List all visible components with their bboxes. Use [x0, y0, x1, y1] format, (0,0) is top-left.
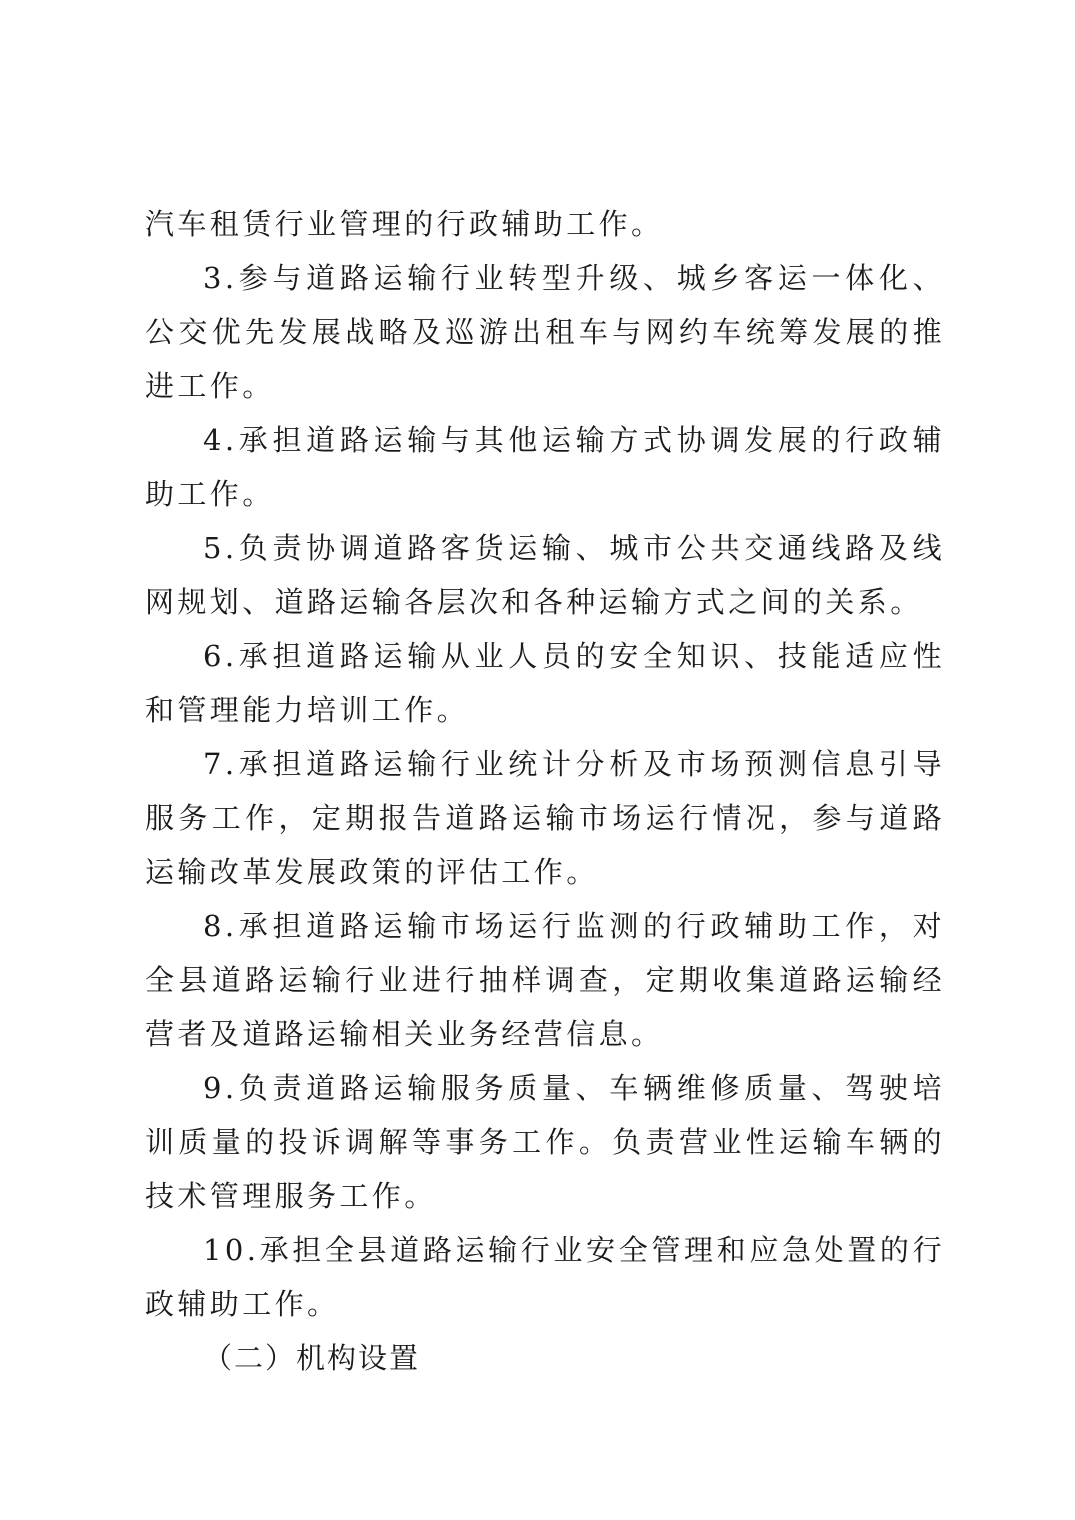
paragraph-item-9: 9.负责道路运输服务质量、车辆维修质量、驾驶培训质量的投诉调解等事务工作。负责营业性运输车辆的技术管理服务工作。 — [145, 1071, 945, 1213]
paragraph-item-4: 4.承担道路运输与其他运输方式协调发展的行政辅助工作。 — [145, 423, 945, 511]
paragraph-item-6: 6.承担道路运输从业人员的安全知识、技能适应性和管理能力培训工作。 — [145, 639, 945, 727]
paragraph-continuation: 汽车租赁行业管理的行政辅助工作。 — [145, 207, 664, 241]
paragraph-item-7: 7.承担道路运输行业统计分析及市场预测信息引导服务工作，定期报告道路运输市场运行情况，参与道路运输改革发展政策的评估工作。 — [145, 747, 945, 889]
paragraph-item-8: 8.承担道路运输市场运行监测的行政辅助工作，对全县道路运输行业进行抽样调查，定期收集道路运输经营者及道路运输相关业务经营信息。 — [145, 909, 945, 1051]
paragraph-item-10: 10.承担全县道路运输行业安全管理和应急处置的行政辅助工作。 — [145, 1233, 945, 1321]
paragraph-item-3: 3.参与道路运输行业转型升级、城乡客运一体化、公交优先发展战略及巡游出租车与网约车统筹发展的推进工作。 — [145, 261, 945, 403]
section-heading: （二）机构设置 — [203, 1341, 421, 1375]
paragraph-item-5: 5.负责协调道路客货运输、城市公共交通线路及线网规划、道路运输各层次和各种运输方式之间的关系。 — [145, 531, 945, 619]
document-body — [145, 197, 945, 1385]
